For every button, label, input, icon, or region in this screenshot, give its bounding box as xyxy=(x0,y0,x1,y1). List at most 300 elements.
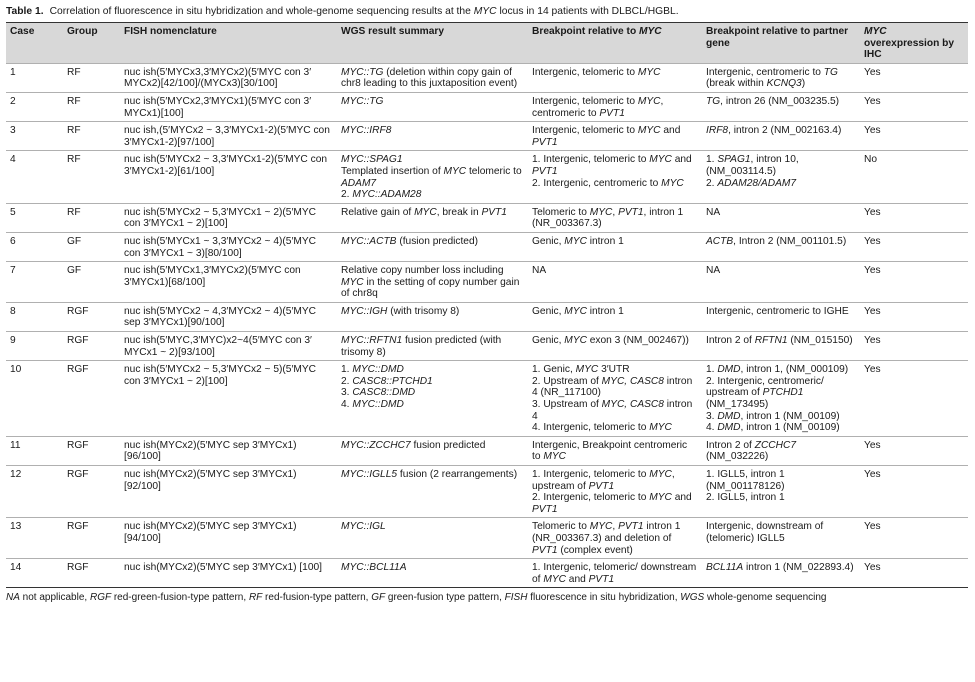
text-segment: Breakpoint relative to xyxy=(532,26,639,37)
ihc-cell: Yes xyxy=(860,332,968,361)
breakpoint-partner-cell xyxy=(702,203,860,232)
table-row xyxy=(6,361,968,437)
fish-cell: nuc ish(MYCx2)(5′MYC sep 3′MYCx1) [94/100] xyxy=(120,518,337,559)
cell-line xyxy=(532,492,698,515)
text-segment: GF xyxy=(371,592,386,604)
case-cell: 8 xyxy=(6,302,63,331)
text-segment: (with trisomy 8) xyxy=(387,305,460,317)
results-table xyxy=(6,22,968,588)
text-segment: MYC xyxy=(543,573,566,585)
group-cell: RF xyxy=(63,63,120,92)
table-footnote xyxy=(6,591,969,605)
text-segment: PTCHD1 xyxy=(762,387,804,399)
ihc-cell: Yes xyxy=(860,122,968,151)
text-segment: and xyxy=(565,573,589,585)
text-segment: PVT1 xyxy=(481,206,507,218)
wgs-cell xyxy=(337,232,528,261)
wgs-cell xyxy=(337,466,528,518)
group-cell: GF xyxy=(63,232,120,261)
text-segment: Telomeric to xyxy=(532,206,590,218)
text-segment: MYC xyxy=(637,125,661,137)
text-segment: 1. IGLL5, intron 1 (NM_001178126) xyxy=(706,469,785,492)
cell-line xyxy=(706,306,856,318)
text-segment: fusion predicted xyxy=(410,439,486,451)
breakpoint-myc-cell xyxy=(528,332,702,361)
table-row xyxy=(6,203,968,232)
text-segment: 4. Intergenic, telomeric to xyxy=(532,422,650,434)
ihc-cell: Yes xyxy=(860,262,968,303)
text-segment: MYC xyxy=(649,469,672,480)
text-segment: overexpression by IHC xyxy=(864,37,955,61)
text-segment: intron 4 xyxy=(532,399,693,422)
cell-line xyxy=(341,306,524,318)
text-segment: IRF8 xyxy=(706,125,729,137)
text-segment: 3. Upstream of xyxy=(532,399,602,411)
column-header-breakpoint-myc xyxy=(528,23,702,64)
text-segment: Intron 2 of xyxy=(706,335,755,347)
cell-line xyxy=(532,562,698,585)
ihc-cell: Yes xyxy=(860,559,968,588)
table-row xyxy=(6,466,968,518)
cell-line xyxy=(341,387,524,399)
breakpoint-partner-cell xyxy=(702,466,860,518)
text-segment: , intron 1 (NM_00109) xyxy=(740,422,840,434)
text-segment: FISH xyxy=(504,592,528,604)
fish-cell: nuc ish(5′MYCx2 ~ 5,3′MYCx2 ~ 5)(5′MYC con 3′MYCx1 ~ 2)[100] xyxy=(120,361,337,437)
fish-cell: nuc ish,(5′MYCx2 ~ 3,3′MYCx1-2)(5′MYC con 3′MYCx1-2)[97/100] xyxy=(120,122,337,151)
group-cell: RGF xyxy=(63,466,120,518)
fish-cell: nuc ish(5′MYCx2 ~ 3,3′MYCx1-2)(5′MYC con 3′MYCx1-2)[61/100] xyxy=(120,151,337,203)
ihc-cell: Yes xyxy=(860,466,968,518)
cell-line xyxy=(706,96,856,108)
group-cell: RGF xyxy=(63,559,120,588)
wgs-cell xyxy=(337,361,528,437)
fish-cell: nuc ish(5′MYCx3,3′MYCx2)(5′MYC con 3′ MYCx2)[42/100]/(MYCx3)[30/100] xyxy=(120,63,337,92)
column-header-myc-ihc xyxy=(860,23,968,64)
cell-line xyxy=(341,166,524,189)
column-header-group xyxy=(63,23,120,64)
cell-line xyxy=(706,422,856,434)
text-segment: fusion predicted (with trisomy 8) xyxy=(341,335,502,358)
text-segment: MYC xyxy=(564,335,587,347)
text-segment: (NM_173495) xyxy=(706,399,769,411)
cell-line xyxy=(341,67,524,90)
text-segment: 2. xyxy=(341,189,353,201)
text-segment: green-fusion type pattern, xyxy=(385,592,505,604)
text-segment: (complex event) xyxy=(557,544,633,556)
text-segment: RF xyxy=(248,592,263,604)
cell-line xyxy=(706,562,856,574)
case-cell: 5 xyxy=(6,203,63,232)
breakpoint-partner-cell xyxy=(702,518,860,559)
text-segment: 3. xyxy=(341,387,353,399)
text-segment: , xyxy=(612,206,619,218)
table-label: Table 1. xyxy=(6,6,44,17)
breakpoint-partner-cell xyxy=(702,232,860,261)
table-row xyxy=(6,559,968,588)
cell-line xyxy=(706,154,856,177)
text-segment: , intron 1 (NR_003367.3) xyxy=(532,206,684,230)
text-segment: Intergenic, telomeric to xyxy=(532,66,638,78)
text-segment: , Intron 2 (NM_001101.5) xyxy=(733,235,847,247)
text-segment: , intron 2 (NM_002163.4) xyxy=(728,125,842,137)
cell-line xyxy=(706,469,856,492)
text-segment: Genic, xyxy=(532,335,565,347)
wgs-cell xyxy=(337,203,528,232)
text-segment: BCL11A xyxy=(706,562,744,574)
column-header-case xyxy=(6,23,63,64)
cell-line xyxy=(706,521,856,544)
cell-line xyxy=(341,96,524,108)
text-segment: (break within xyxy=(706,78,767,90)
breakpoint-myc-cell xyxy=(528,518,702,559)
case-cell: 9 xyxy=(6,332,63,361)
text-segment: , upstream of xyxy=(532,469,675,492)
group-cell: RGF xyxy=(63,332,120,361)
text-segment: MYC xyxy=(637,95,661,107)
wgs-cell xyxy=(337,262,528,303)
text-segment: NA xyxy=(6,592,20,604)
group-cell: RGF xyxy=(63,302,120,331)
header-row xyxy=(6,23,968,64)
cell-line xyxy=(532,440,698,463)
cell-line xyxy=(706,265,856,277)
text-segment: Intergenic, centromeric to IGHE xyxy=(706,305,849,317)
table-row xyxy=(6,262,968,303)
breakpoint-partner-cell xyxy=(702,436,860,465)
text-segment: intron 1 xyxy=(586,235,624,247)
cell-line xyxy=(706,67,856,90)
text-segment: 2. xyxy=(706,177,718,189)
text-segment: MYC xyxy=(564,305,587,317)
cell-line xyxy=(532,236,698,248)
breakpoint-myc-cell xyxy=(528,559,702,588)
breakpoint-myc-cell xyxy=(528,92,702,121)
text-segment: KCNQ3 xyxy=(766,78,802,90)
cell-line xyxy=(341,125,524,137)
wgs-cell xyxy=(337,63,528,92)
cell-line xyxy=(532,207,698,230)
text-segment: 1. Genic, xyxy=(532,364,576,376)
cell-line xyxy=(532,335,698,347)
text-segment: Breakpoint relative to partner gene xyxy=(706,26,849,49)
table-row xyxy=(6,63,968,92)
text-segment: (NM_032226) xyxy=(706,451,769,463)
fish-cell: nuc ish(5′MYC,3′MYC)x2~4(5′MYC con 3′ MYCx1 ~ 2)[93/100] xyxy=(120,332,337,361)
case-cell: 12 xyxy=(6,466,63,518)
text-segment: MYC::ACTB xyxy=(341,235,397,247)
case-cell: 10 xyxy=(6,361,63,437)
group-cell: RGF xyxy=(63,518,120,559)
fish-cell: nuc ish(5′MYCx2,3′MYCx1)(5′MYC con 3′ MYCx1)[100] xyxy=(120,92,337,121)
ihc-cell: Yes xyxy=(860,63,968,92)
text-segment: NA xyxy=(706,265,721,277)
text-segment: MYC xyxy=(649,422,672,434)
cell-line xyxy=(706,178,856,190)
text-segment: PVT1 xyxy=(588,573,615,585)
breakpoint-partner-cell xyxy=(702,332,860,361)
cell-line xyxy=(341,376,524,388)
text-segment: MYC xyxy=(649,492,672,504)
text-segment: MYC xyxy=(414,206,437,218)
text-segment: 1. xyxy=(706,364,718,376)
text-segment: CASC8::DMD xyxy=(352,387,416,399)
text-segment: , intron 1 (NM_00109) xyxy=(740,410,840,422)
cell-line xyxy=(706,364,856,376)
text-segment: and xyxy=(671,492,692,504)
caption-text-2: MYC xyxy=(473,6,497,17)
text-segment: DMD xyxy=(717,422,741,434)
text-segment: intron 4 (NR_117100) xyxy=(532,375,693,399)
text-segment: MYC xyxy=(575,364,599,376)
text-segment: DMD xyxy=(717,410,741,422)
text-segment: MYC::IRF8 xyxy=(341,125,392,137)
breakpoint-partner-cell xyxy=(702,63,860,92)
cell-line xyxy=(706,236,856,248)
cell-line xyxy=(532,178,698,190)
case-cell: 14 xyxy=(6,559,63,588)
group-cell: GF xyxy=(63,262,120,303)
text-segment: DMD xyxy=(717,364,741,376)
text-segment: TG xyxy=(706,95,721,107)
text-segment: MYC::IGL xyxy=(341,521,386,533)
wgs-cell xyxy=(337,436,528,465)
text-segment: MYC xyxy=(589,206,613,218)
text-segment: PVT1 xyxy=(532,136,558,148)
text-segment: (NM_015150) xyxy=(787,335,853,347)
text-segment: intron 1 xyxy=(586,305,624,317)
cell-line xyxy=(532,422,698,434)
text-segment: Templated insertion of xyxy=(341,165,444,177)
text-segment: PVT1 xyxy=(532,503,558,515)
cell-line xyxy=(341,469,524,481)
cell-line xyxy=(706,207,856,219)
text-segment: in the setting of copy number gain of chr8q xyxy=(341,276,520,300)
ihc-cell: Yes xyxy=(860,361,968,437)
table-header xyxy=(6,23,968,64)
case-cell: 11 xyxy=(6,436,63,465)
text-segment: (fusion predicted) xyxy=(396,235,479,247)
text-segment: Intergenic, telomeric to xyxy=(532,125,638,137)
fish-cell: nuc ish(5′MYCx1,3′MYCx2)(5′MYC con 3′MYCx1)[68/100] xyxy=(120,262,337,303)
text-segment: exon 3 (NM_002467)) xyxy=(586,335,689,347)
case-cell: 6 xyxy=(6,232,63,261)
cell-line xyxy=(341,562,524,574)
text-segment: 3′UTR xyxy=(598,364,630,376)
text-segment: MYC xyxy=(661,177,684,189)
text-segment: MYC::SPAG1 xyxy=(341,154,403,166)
table-row xyxy=(6,518,968,559)
text-segment: PVT1 xyxy=(532,165,558,177)
text-segment: red-green-fusion-type pattern, xyxy=(111,592,249,604)
text-segment: intron 1 (NM_022893.4) xyxy=(743,562,854,574)
cell-line xyxy=(532,364,698,376)
text-segment: 2. Intergenic, telomeric to xyxy=(532,492,650,504)
text-segment: MYC xyxy=(543,451,566,463)
ihc-cell: No xyxy=(860,151,968,203)
text-segment: MYC xyxy=(564,235,587,247)
text-segment: Case xyxy=(10,26,35,37)
text-segment: TG xyxy=(823,66,838,78)
breakpoint-partner-cell xyxy=(702,122,860,151)
text-segment: fluorescence in situ hybridization, xyxy=(527,592,681,604)
text-segment: PVT1 xyxy=(599,107,625,119)
breakpoint-partner-cell xyxy=(702,92,860,121)
text-segment: ADAM7 xyxy=(341,177,377,189)
text-segment: and xyxy=(660,125,681,137)
wgs-cell xyxy=(337,559,528,588)
table-caption xyxy=(6,4,969,22)
group-cell: RF xyxy=(63,151,120,203)
text-segment: MYC::ADAM28 xyxy=(352,189,422,201)
table-row xyxy=(6,302,968,331)
cell-line xyxy=(532,399,698,422)
text-segment: MYC::RFTN1 xyxy=(341,335,403,347)
text-segment: ACTB xyxy=(706,235,734,247)
text-segment: NA xyxy=(706,206,721,218)
breakpoint-myc-cell xyxy=(528,232,702,261)
ihc-cell: Yes xyxy=(860,518,968,559)
wgs-cell xyxy=(337,151,528,203)
text-segment: ZCCHC7 xyxy=(754,439,797,451)
ihc-cell: Yes xyxy=(860,232,968,261)
column-header-wgs-summary xyxy=(337,23,528,64)
cell-line xyxy=(532,125,698,148)
text-segment: whole-genome sequencing xyxy=(704,592,827,604)
text-segment: Genic, xyxy=(532,305,565,317)
fish-cell: nuc ish(MYCx2)(5′MYC sep 3′MYCx1) [96/100] xyxy=(120,436,337,465)
case-cell: 4 xyxy=(6,151,63,203)
breakpoint-partner-cell xyxy=(702,151,860,203)
ihc-cell: Yes xyxy=(860,203,968,232)
fish-cell: nuc ish(5′MYCx2 ~ 4,3′MYCx2 ~ 4)(5′MYC sep 3′MYCx1)[90/100] xyxy=(120,302,337,331)
cell-line xyxy=(532,306,698,318)
cell-line xyxy=(706,411,856,423)
breakpoint-myc-cell xyxy=(528,63,702,92)
cell-line xyxy=(532,96,698,119)
text-segment: not applicable, xyxy=(19,592,90,604)
wgs-cell xyxy=(337,302,528,331)
text-segment: , intron 10, (NM_003114.5) xyxy=(706,154,799,177)
table-row xyxy=(6,92,968,121)
cell-line xyxy=(532,154,698,177)
group-cell: RF xyxy=(63,203,120,232)
text-segment: telomeric to xyxy=(466,165,522,177)
text-segment: MYC::DMD xyxy=(352,364,404,376)
text-segment: , centromeric to xyxy=(532,95,664,119)
text-segment: red-fusion-type pattern, xyxy=(262,592,372,604)
fish-cell: nuc ish(5′MYCx2 ~ 5,3′MYCx1 ~ 2)(5′MYC con 3′MYCx1 ~ 2)[100] xyxy=(120,203,337,232)
cell-line xyxy=(341,154,524,166)
text-segment: MYC::TG xyxy=(341,66,384,78)
fish-cell: nuc ish(MYCx2)(5′MYC sep 3′MYCx1) [100] xyxy=(120,559,337,588)
text-segment: , break in xyxy=(436,206,482,218)
text-segment: MYC, CASC8 xyxy=(601,375,664,387)
text-segment: 4. xyxy=(341,399,353,411)
fish-cell: nuc ish(5′MYCx1 ~ 3,3′MYCx2 ~ 4)(5′MYC con 3′MYCx1 ~ 3)[80/100] xyxy=(120,232,337,261)
text-segment: , xyxy=(612,521,619,533)
cell-line xyxy=(706,440,856,463)
text-segment: ADAM28/ADAM7 xyxy=(717,177,797,189)
cell-line xyxy=(341,399,524,411)
wgs-cell xyxy=(337,332,528,361)
text-segment: Relative gain of xyxy=(341,206,415,218)
text-segment: MYC xyxy=(637,66,661,78)
text-segment: , intron 26 (NM_003235.5) xyxy=(720,95,840,107)
text-segment: MYC::IGLL5 xyxy=(341,469,398,480)
cell-line xyxy=(341,189,524,201)
breakpoint-myc-cell xyxy=(528,361,702,437)
text-segment: ) xyxy=(801,78,806,90)
text-segment: 2. IGLL5, intron 1 xyxy=(706,492,785,504)
text-segment: CASC8::PTCHD1 xyxy=(352,375,433,387)
column-header-breakpoint-partner xyxy=(702,23,860,64)
caption-text-3: locus in 14 patients with DLBCL/HGBL. xyxy=(496,6,679,17)
text-segment: 2. Intergenic, centromeric/ upstream of xyxy=(706,375,824,399)
cell-line xyxy=(341,236,524,248)
text-segment: WGS result summary xyxy=(341,26,445,37)
breakpoint-myc-cell xyxy=(528,262,702,303)
caption-text-1: Correlation of fluorescence in situ hybridization and whole-genome sequencing results at the xyxy=(49,6,474,17)
text-segment: 3. xyxy=(706,410,718,422)
case-cell: 2 xyxy=(6,92,63,121)
group-cell: RF xyxy=(63,122,120,151)
table-row xyxy=(6,122,968,151)
text-segment: WGS xyxy=(680,592,705,604)
ihc-cell: Yes xyxy=(860,302,968,331)
text-segment: Intergenic, downstream of (telomeric) IGLL5 xyxy=(706,521,824,544)
cell-line xyxy=(532,521,698,556)
text-segment: MYC xyxy=(649,154,672,166)
text-segment: MYC::DMD xyxy=(352,399,404,411)
ihc-cell: Yes xyxy=(860,436,968,465)
group-cell: RGF xyxy=(63,436,120,465)
text-segment: intron 1 (NR_003367.3) and deletion of xyxy=(532,521,681,544)
text-segment: Relative copy number loss including xyxy=(341,265,504,277)
text-segment: PVT1 xyxy=(618,521,644,533)
text-segment: (deletion within copy gain of chr8 leading to this juxtaposition event) xyxy=(341,66,518,90)
cell-line xyxy=(706,125,856,137)
cell-line xyxy=(341,440,524,452)
breakpoint-partner-cell xyxy=(702,559,860,588)
text-segment: MYC::TG xyxy=(341,95,384,107)
text-segment: 1. Intergenic, telomeric to xyxy=(532,469,650,480)
text-segment: and xyxy=(671,154,692,166)
table-body xyxy=(6,63,968,588)
text-segment: 4. xyxy=(706,422,718,434)
wgs-cell xyxy=(337,92,528,121)
cell-line xyxy=(532,265,698,277)
text-segment: PVT1 xyxy=(532,544,558,556)
text-segment: Group xyxy=(67,26,98,37)
text-segment: 1. xyxy=(706,154,718,166)
breakpoint-partner-cell xyxy=(702,302,860,331)
table-row xyxy=(6,232,968,261)
text-segment: 1. xyxy=(341,364,353,376)
cell-line xyxy=(341,335,524,358)
text-segment: MYC xyxy=(639,26,662,37)
text-segment: Intergenic, telomeric to xyxy=(532,95,638,107)
table-row xyxy=(6,436,968,465)
text-segment: Genic, xyxy=(532,235,565,247)
cell-line xyxy=(706,376,856,411)
text-segment: SPAG1 xyxy=(717,154,751,166)
text-segment: MYC, CASC8 xyxy=(601,399,664,411)
column-header-fish-nomenclature xyxy=(120,23,337,64)
breakpoint-myc-cell xyxy=(528,436,702,465)
text-segment: NA xyxy=(532,265,547,277)
text-segment: 2. Upstream of xyxy=(532,375,602,387)
